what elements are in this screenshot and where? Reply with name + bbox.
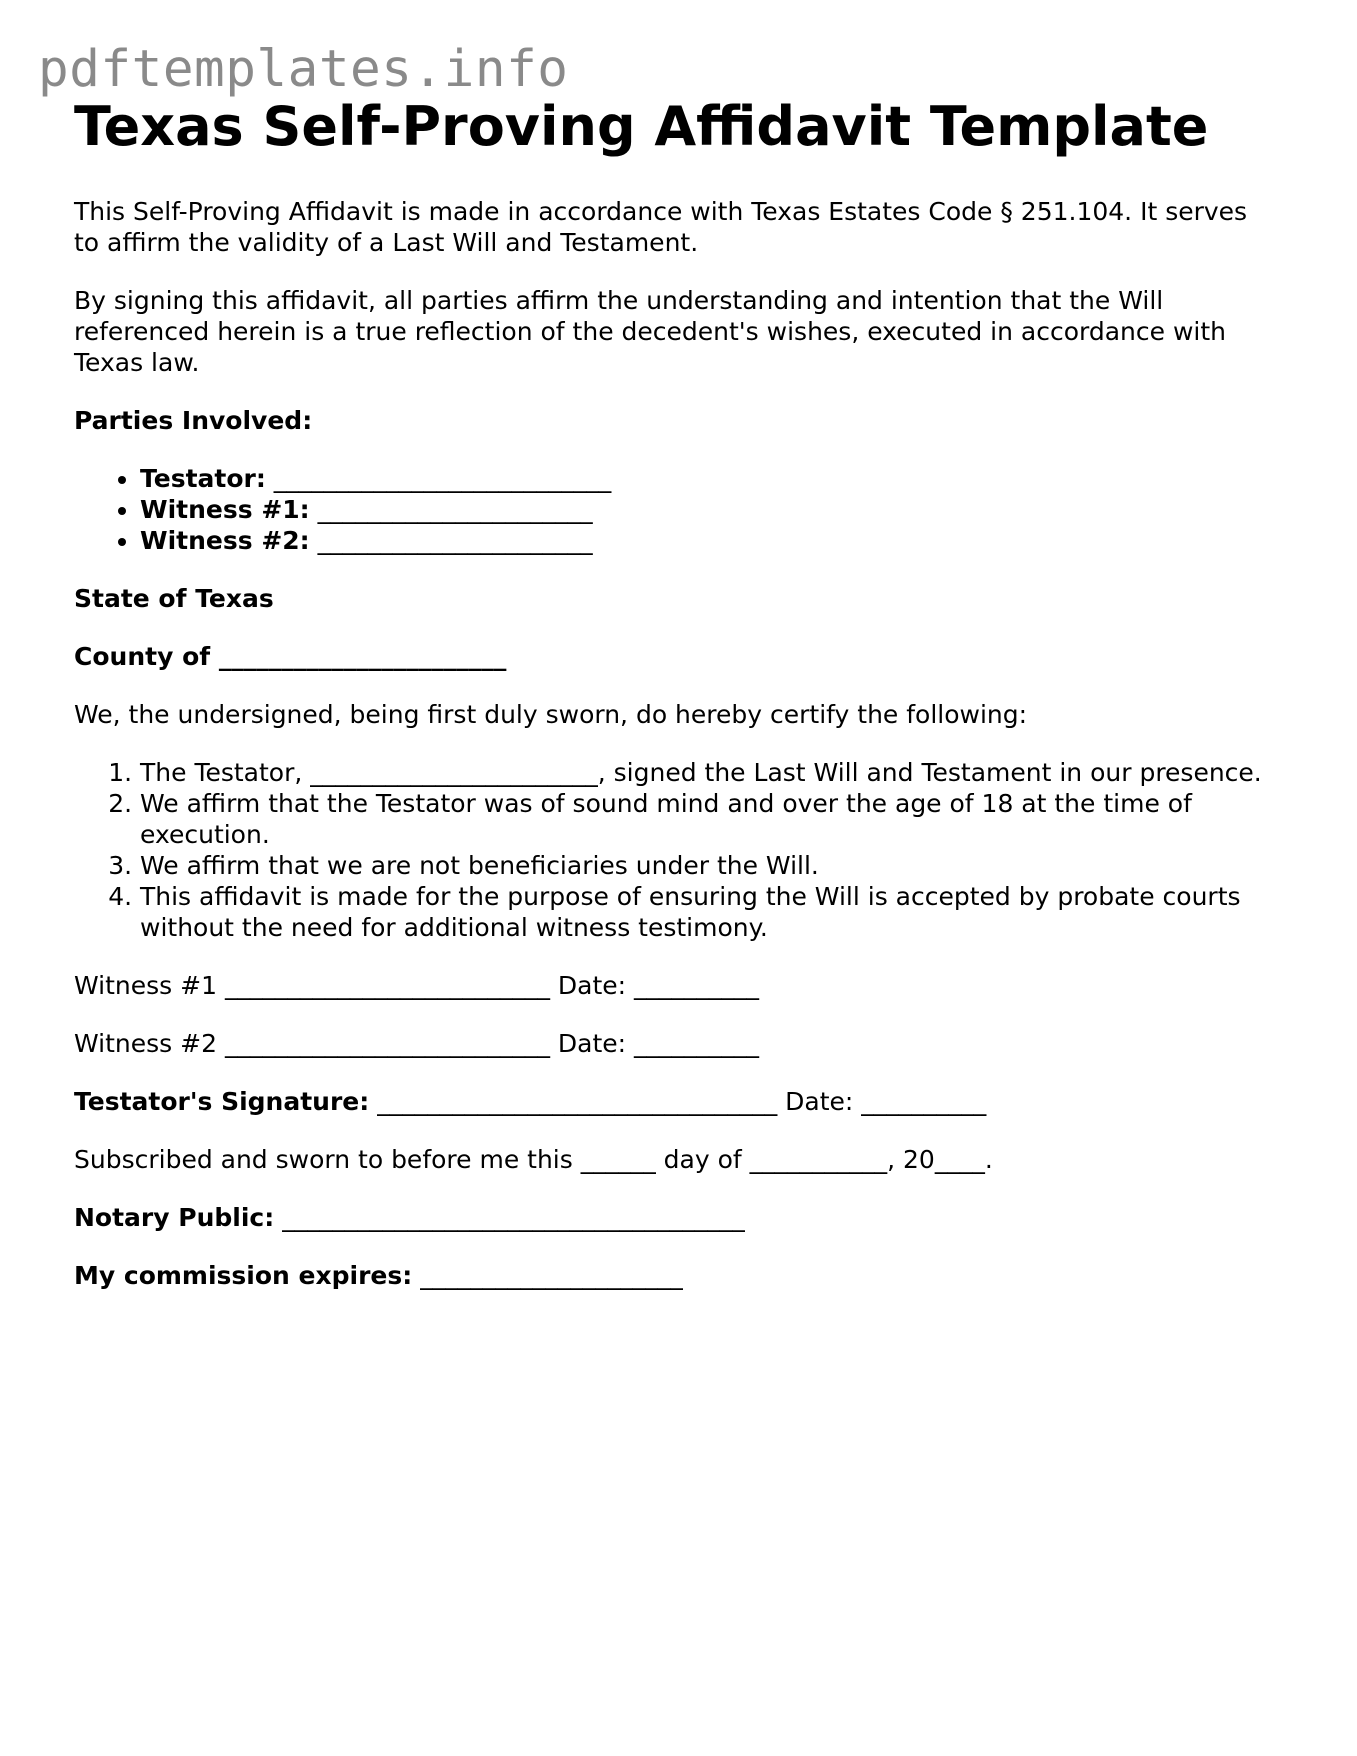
- document-page: [74, 92, 1274, 1291]
- party-blank: ______________________: [309, 495, 593, 524]
- party-witness-2: [140, 525, 1274, 556]
- certification-item: 3. We affirm that we are not beneficiaries under the Will.: [140, 850, 1274, 881]
- parties-heading: Parties Involved:: [74, 406, 313, 435]
- party-witness-1: [140, 494, 1274, 525]
- party-label: Witness #2:: [140, 526, 310, 555]
- testator-signature-label: Testator's Signature:: [74, 1087, 370, 1116]
- watermark: pdftemplates.info: [38, 40, 569, 99]
- notary-line: [74, 1202, 1274, 1233]
- commission-label: My commission expires:: [74, 1261, 413, 1290]
- party-blank: ______________________: [309, 526, 593, 555]
- notary-label: Notary Public:: [74, 1203, 275, 1232]
- subscribed-line: Subscribed and sworn to before me this ______ day of ___________, 20____.: [74, 1145, 993, 1174]
- testator-signature-blank: ________________________________ Date: __________: [377, 1087, 987, 1116]
- witness-2-signature-line: Witness #2 __________________________ Date: __________: [74, 1029, 760, 1058]
- commission-line: [74, 1260, 1274, 1291]
- certification-item: 4. This affidavit is made for the purpose of ensuring the Will is accepted by probate courts without the need for additional witness testimony.: [140, 881, 1274, 943]
- certification-item: 2. We affirm that the Testator was of sound mind and over the age of 18 at the time of execution.: [140, 788, 1274, 850]
- state-line: State of Texas: [74, 584, 274, 613]
- document-title: Texas Self-Proving Affidavit Template: [74, 95, 1209, 158]
- notary-blank: _____________________________________: [282, 1203, 745, 1232]
- intro-paragraph-1: This Self-Proving Affidavit is made in accordance with Texas Estates Code § 251.104. It serves to affirm the validity of a Last Will and Testament.: [74, 197, 1248, 257]
- intro-paragraph-2: By signing this affidavit, all parties affirm the understanding and intention that the Will referenced herein is a true reflection of the decedent's wishes, executed in accordance with Texas law.: [74, 286, 1226, 377]
- party-label: Witness #1:: [140, 495, 310, 524]
- party-label: Testator:: [140, 464, 266, 493]
- county-line: County of _______________________: [74, 642, 507, 671]
- party-testator: [140, 463, 1274, 494]
- parties-list: [74, 463, 1274, 556]
- commission-blank: _____________________: [420, 1261, 683, 1290]
- party-blank: ___________________________: [265, 464, 612, 493]
- certifications-list: [74, 757, 1274, 943]
- testator-signature-line: [74, 1086, 1274, 1117]
- witness-1-signature-line: Witness #1 __________________________ Date: __________: [74, 971, 760, 1000]
- certify-intro: We, the undersigned, being first duly sworn, do hereby certify the following:: [74, 700, 1028, 729]
- certification-item: 1. The Testator, _______________________, signed the Last Will and Testament in our presence.: [140, 757, 1274, 788]
